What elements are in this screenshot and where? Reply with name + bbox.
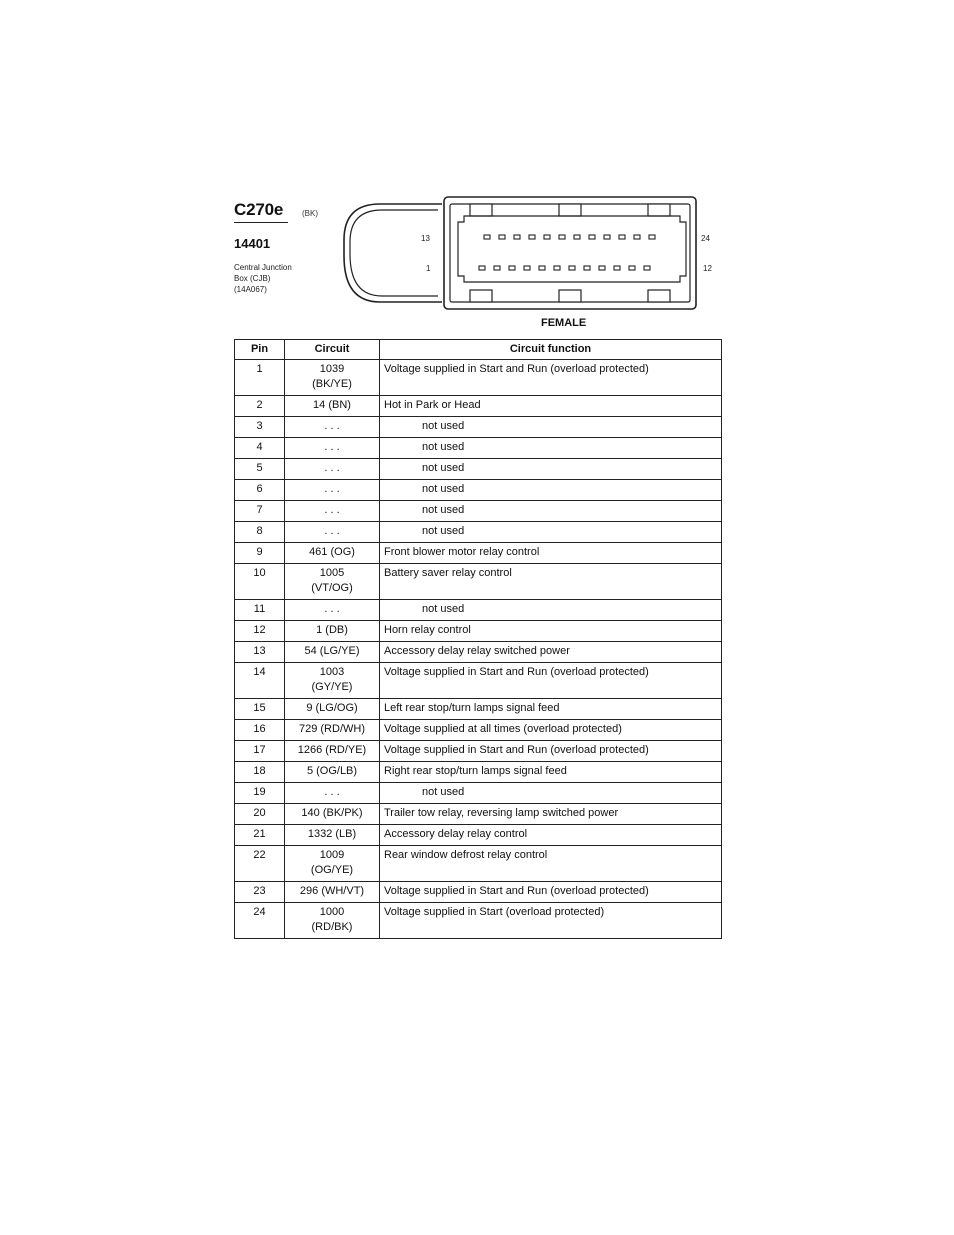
cell-circuit: . . .	[285, 600, 380, 621]
cell-circuit: 1009 (OG/YE)	[285, 846, 380, 882]
cell-circuit: 1005 (VT/OG)	[285, 564, 380, 600]
cell-circuit-function: not used	[380, 522, 722, 543]
table-row	[235, 360, 722, 396]
table-row	[235, 846, 722, 882]
cell-circuit-function: not used	[380, 417, 722, 438]
cell-circuit: 54 (LG/YE)	[285, 642, 380, 663]
cell-circuit-function: Accessory delay relay switched power	[380, 642, 722, 663]
cell-pin: 17	[235, 741, 285, 762]
cell-circuit-function: Hot in Park or Head	[380, 396, 722, 417]
cell-circuit: 1266 (RD/YE)	[285, 741, 380, 762]
table-row	[235, 783, 722, 804]
connector-gender: FEMALE	[541, 317, 587, 329]
cell-circuit-function: not used	[380, 783, 722, 804]
connector-face-diagram	[340, 192, 700, 312]
connector-code: C270e	[234, 200, 284, 219]
cell-circuit: . . .	[285, 522, 380, 543]
cell-pin: 20	[235, 804, 285, 825]
cell-circuit-function: not used	[380, 501, 722, 522]
locking-key	[648, 290, 670, 302]
cell-pin: 13	[235, 642, 285, 663]
table-row	[235, 480, 722, 501]
cell-pin: 8	[235, 522, 285, 543]
cell-circuit: 461 (OG)	[285, 543, 380, 564]
table-row	[235, 903, 722, 939]
cell-circuit-function: Battery saver relay control	[380, 564, 722, 600]
cell-pin: 22	[235, 846, 285, 882]
column-header-circuit: Circuit	[285, 340, 380, 360]
cell-circuit-function: Right rear stop/turn lamps signal feed	[380, 762, 722, 783]
cell-circuit: 1332 (LB)	[285, 825, 380, 846]
pin-row-bottom	[479, 266, 650, 270]
table-row	[235, 825, 722, 846]
description-line: (14A067)	[234, 285, 267, 294]
cell-circuit: 5 (OG/LB)	[285, 762, 380, 783]
cell-circuit-function: Voltage supplied in Start and Run (overload protected)	[380, 663, 722, 699]
cell-circuit-function: not used	[380, 438, 722, 459]
table-row	[235, 522, 722, 543]
cell-circuit: 1039 (BK/YE)	[285, 360, 380, 396]
cell-pin: 4	[235, 438, 285, 459]
cell-circuit-function: Front blower motor relay control	[380, 543, 722, 564]
table-row	[235, 501, 722, 522]
cell-pin: 12	[235, 621, 285, 642]
description-line: Central Junction	[234, 263, 292, 272]
cell-circuit-function: Voltage supplied in Start (overload protected)	[380, 903, 722, 939]
cell-pin: 9	[235, 543, 285, 564]
locking-key	[559, 204, 581, 216]
table-row	[235, 663, 722, 699]
cell-circuit-function: Horn relay control	[380, 621, 722, 642]
cell-pin: 1	[235, 360, 285, 396]
cell-pin: 6	[235, 480, 285, 501]
table-row	[235, 600, 722, 621]
locking-key	[559, 290, 581, 302]
cell-circuit-function: Voltage supplied in Start and Run (overload protected)	[380, 360, 722, 396]
cell-circuit-function: not used	[380, 480, 722, 501]
cell-pin: 10	[235, 564, 285, 600]
locking-key	[470, 290, 492, 302]
pin-label-13: 13	[421, 234, 430, 243]
cell-circuit: . . .	[285, 783, 380, 804]
table-row	[235, 804, 722, 825]
table-row	[235, 396, 722, 417]
table-row	[235, 741, 722, 762]
cell-pin: 19	[235, 783, 285, 804]
table-row	[235, 621, 722, 642]
cell-pin: 5	[235, 459, 285, 480]
table-row	[235, 417, 722, 438]
cell-pin: 18	[235, 762, 285, 783]
cell-circuit: 9 (LG/OG)	[285, 699, 380, 720]
connector-description	[234, 262, 292, 295]
cell-circuit: 1003 (GY/YE)	[285, 663, 380, 699]
cell-circuit-function: Voltage supplied in Start and Run (overload protected)	[380, 741, 722, 762]
cell-circuit-function: Voltage supplied at all times (overload protected)	[380, 720, 722, 741]
cell-circuit: . . .	[285, 501, 380, 522]
pinout-table-body	[235, 360, 722, 939]
pin-cavity-outline	[458, 216, 686, 282]
cell-pin: 14	[235, 663, 285, 699]
cell-pin: 3	[235, 417, 285, 438]
cell-pin: 16	[235, 720, 285, 741]
pin-label-1: 1	[426, 264, 431, 273]
cell-circuit: 296 (WH/VT)	[285, 882, 380, 903]
part-number: 14401	[234, 236, 271, 251]
cell-circuit: 14 (BN)	[285, 396, 380, 417]
cell-circuit-function: Accessory delay relay control	[380, 825, 722, 846]
cell-circuit-function: Voltage supplied in Start and Run (overload protected)	[380, 882, 722, 903]
cell-pin: 23	[235, 882, 285, 903]
cell-pin: 7	[235, 501, 285, 522]
cell-circuit: . . .	[285, 417, 380, 438]
table-row	[235, 720, 722, 741]
cell-pin: 24	[235, 903, 285, 939]
connector-color: (BK)	[302, 209, 318, 218]
table-row	[235, 564, 722, 600]
pinout-table	[234, 339, 722, 939]
locking-key	[648, 204, 670, 216]
table-row	[235, 882, 722, 903]
cell-circuit: 1 (DB)	[285, 621, 380, 642]
locking-key	[470, 204, 492, 216]
table-row	[235, 762, 722, 783]
cell-circuit: 729 (RD/WH)	[285, 720, 380, 741]
cell-circuit: . . .	[285, 480, 380, 501]
cell-circuit-function: Trailer tow relay, reversing lamp switched power	[380, 804, 722, 825]
cell-circuit: . . .	[285, 438, 380, 459]
header-divider	[234, 222, 288, 223]
pin-label-24: 24	[701, 234, 710, 243]
table-row	[235, 459, 722, 480]
pin-row-top	[484, 235, 655, 239]
table-header-row	[235, 340, 722, 360]
cell-circuit: 140 (BK/PK)	[285, 804, 380, 825]
cell-circuit: 1000 (RD/BK)	[285, 903, 380, 939]
cell-circuit-function: Rear window defrost relay control	[380, 846, 722, 882]
table-row	[235, 699, 722, 720]
cell-circuit-function: Left rear stop/turn lamps signal feed	[380, 699, 722, 720]
cell-pin: 2	[235, 396, 285, 417]
pin-label-12: 12	[703, 264, 712, 273]
table-row	[235, 438, 722, 459]
cell-circuit-function: not used	[380, 459, 722, 480]
table-row	[235, 642, 722, 663]
table-row	[235, 543, 722, 564]
cell-pin: 15	[235, 699, 285, 720]
cell-pin: 11	[235, 600, 285, 621]
cell-pin: 21	[235, 825, 285, 846]
cell-circuit: . . .	[285, 459, 380, 480]
column-header-pin: Pin	[235, 340, 285, 360]
cell-circuit-function: not used	[380, 600, 722, 621]
column-header-function: Circuit function	[380, 340, 722, 360]
description-line: Box (CJB)	[234, 274, 271, 283]
